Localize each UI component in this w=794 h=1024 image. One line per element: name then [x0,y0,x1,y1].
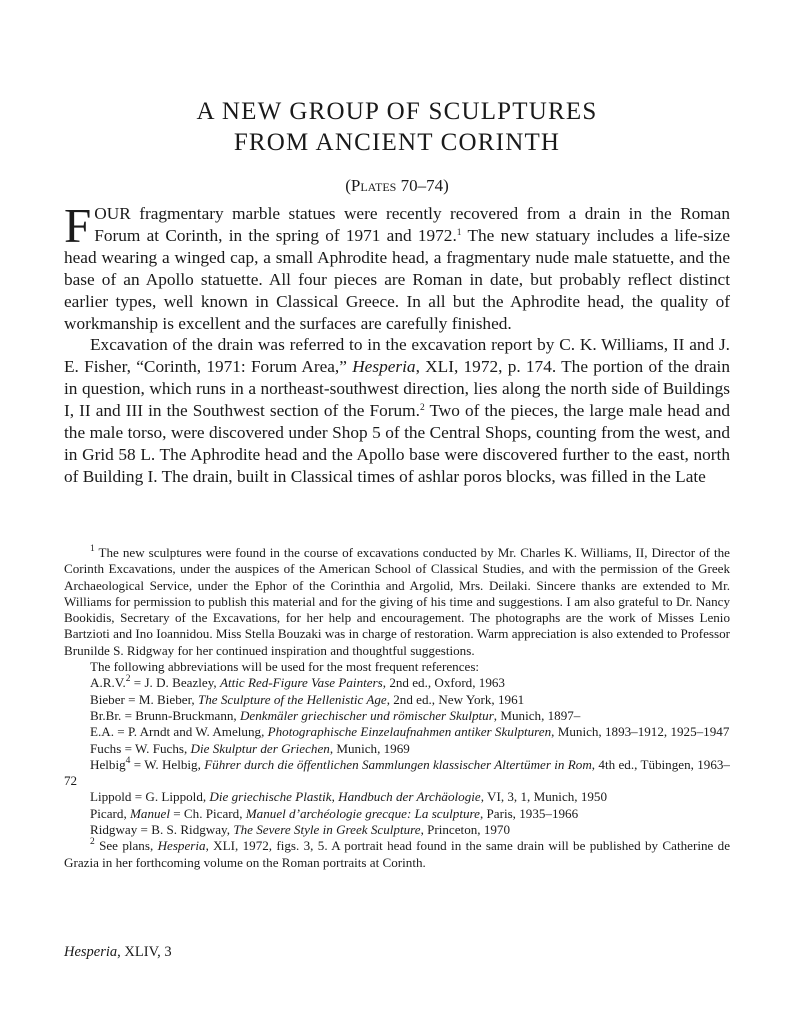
abbreviation-entry [64,741,730,757]
abbreviation-entry [64,757,730,790]
abbreviation-details: , Princeton, 1970 [420,822,511,838]
abbreviation-author: = W. Helbig, [130,756,205,772]
footnote-2-text-a: See plans, [94,838,158,854]
abbreviation-author: = J. D. Beazley, [130,675,220,691]
footer-journal: Hesperia [64,944,118,960]
paragraph-1-text-a: fragmentary marble statues were recently recovered from a drain in the Roman Forum at Corinth, in the spring of 1971 and 1972. [94,204,730,245]
abbreviation-details: , Munich, 1897– [493,707,581,723]
footnote-1-text: The new sculptures were found in the course of excavations conducted by Mr. Charles K. Williams, II, Director of the Corinth Excavations, under the auspices of the American School of Classical Studies, and with the permission of the Greek Archaeological Service, under the Ephor of the Corinthia and Argolid, Mrs. Deilaki. Sincere thanks are extended to Mr. Williams for permission to publish this material and for the giving of his time and suggestions. I am also grateful to Dr. Nancy Bookidis, Secretary of the Excavations, for her help and encouragement. The photographs are the work of Misses Lenio Bartzioti and Ino Ioannidou. Miss Stella Bouzaki was in charge of restoration. Warm appreciation is also extended to Professor Brunilde S. Ridgway for her continued inspiration and thoughtful suggestions. [64,545,730,658]
paragraph-1 [64,198,730,334]
abbreviation-work: Manuel d’archéologie grecque: La sculpture [245,805,480,821]
journal-name: Hesperia [352,357,416,377]
abbreviation-work: Die griechische Plastik, Handbuch der Archäologie [209,789,481,805]
footnote-ref-2[interactable]: 2 [419,403,425,414]
page-footer [64,944,172,961]
abbreviation-work: Photographische Einzelaufnahmen antiker Skulpturen [267,724,552,740]
article-title [64,96,730,158]
abbreviation-work: Attic Red-Figure Vase Painters [219,675,383,691]
abbreviation-author: = P. Arndt and W. Amelung, [114,724,268,740]
abbreviation-work: The Severe Style in Greek Sculpture [233,822,421,838]
footnote-1-number: 1 [90,544,95,554]
abbreviations-list [64,675,730,838]
abbreviation-entry [64,822,730,838]
opening-word: OUR [94,204,131,223]
abbreviation-entry [64,806,730,822]
abbreviation-details: , 4th ed., Tübingen, 1963–72 [64,756,730,789]
abbreviation-key: Picard, [90,805,130,821]
abbreviation-key: E.A. [90,724,115,740]
abbreviation-entry [64,675,730,691]
abbreviations-intro: The following abbreviations will be used for the most frequent references: [90,659,480,675]
footnote-2-text-b: , XLI, 1972, figs. 3, 5. A portrait head found in the same drain will be published by Catherine de Grazia in her forthcoming volume on the Roman portraits at Corinth. [64,838,731,870]
abbreviation-key: Ridgway [90,822,138,838]
plates-reference: (Plates 70–74) [345,176,449,195]
abbreviation-work: Führer durch die öffentlichen Sammlungen klassischer Altertümer in Rom [204,756,592,772]
abbreviation-author: = M. Bieber, [124,691,198,707]
abbreviation-key: Helbig [90,756,126,772]
paragraph-2-text-b: , XLI, 1972, p. 174. The portion of the drain in question, which runs in a northeast-southwest direction, lies along the north side of Buildings I, II and III in the Southwest section of the Forum. [64,357,731,421]
abbreviation-key: A.R.V. [90,675,126,691]
footnote-2-journal: Hesperia [157,838,206,854]
abbreviation-entry [64,789,730,805]
abbreviation-author: = W. Fuchs, [121,740,191,756]
abbreviation-details: , VI, 3, 1, Munich, 1950 [480,789,608,805]
footnote-1 [64,545,730,659]
abbreviation-details: , 2nd ed., Oxford, 1963 [382,675,505,691]
abbreviation-work: Denkmäler griechischer und römischer Skulptur [239,707,494,723]
abbreviation-work: Die Skulptur der Griechen [190,740,330,756]
abbreviation-entry [64,724,730,740]
footer-volume: , XLIV, 3 [117,944,172,960]
abbreviation-author: = B. S. Ridgway, [137,822,234,838]
abbreviation-details: , Paris, 1935–1966 [479,805,579,821]
abbreviation-author: = Brunn-Bruckmann, [121,707,240,723]
abbreviation-edition: 4 [125,755,131,766]
abbreviation-author: = G. Lippold, [131,789,210,805]
abbreviation-entry [64,708,730,724]
abbreviation-key: Fuchs [90,740,122,756]
abbreviation-details: , 2nd ed., New York, 1961 [386,691,525,707]
paragraph-2-text-a: Excavation of the drain was referred to in the excavation report by C. K. Williams, II and J. E. Fisher, “Corinth, 1971: Forum Area,” [64,335,730,377]
footnote-ref-1[interactable]: 1 [456,227,462,238]
abbreviation-entry [64,692,730,708]
body-text [64,198,731,488]
paragraph-2 [64,334,730,487]
drop-cap: F [64,198,92,253]
abbreviation-key-italic: Manuel [130,805,170,821]
abbreviation-details: , Munich, 1893–1912, 1925–1947 [551,724,730,740]
paragraph-2-text-c: Two of the pieces, the large male head and the male torso, were discovered under Shop 5 of the Central Shops, counting from the west, and in Grid 58 L. The Aphrodite head and the Apollo base were discovered further to the east, north of Building I. The drain, built in Classical times of ashlar poros blocks, was filled in the Late [64,401,731,486]
paragraph-1-text-b: The new statuary includes a life-size head wearing a winged cap, a small Aphrodite head, a fragmentary nude male statuette, and the base of an Apollo statuette. All four pieces are Roman in date, but probably reflect distinct earlier types, well known in Classical Greece. In all but the Aphrodite head, the quality of workmanship is excellent and the surfaces are carefully finished. [64,225,730,333]
abbreviation-details: , Munich, 1969 [329,740,410,756]
abbreviation-edition: 2 [125,674,131,685]
title-line-1: A NEW GROUP OF SCULPTURES [196,98,598,125]
footnote-2-number: 2 [90,837,95,848]
abbreviation-key: Bieber [90,691,125,707]
footnotes [64,545,730,871]
abbreviation-key: Lippold [90,789,132,805]
abbreviation-key: Br.Br. [90,707,122,723]
footnote-2 [64,838,730,871]
title-line-2: FROM ANCIENT CORINTH [233,129,561,156]
abbreviation-author: = Ch. Picard, [170,805,246,821]
abbreviation-work: The Sculpture of the Hellenistic Age [197,691,387,707]
